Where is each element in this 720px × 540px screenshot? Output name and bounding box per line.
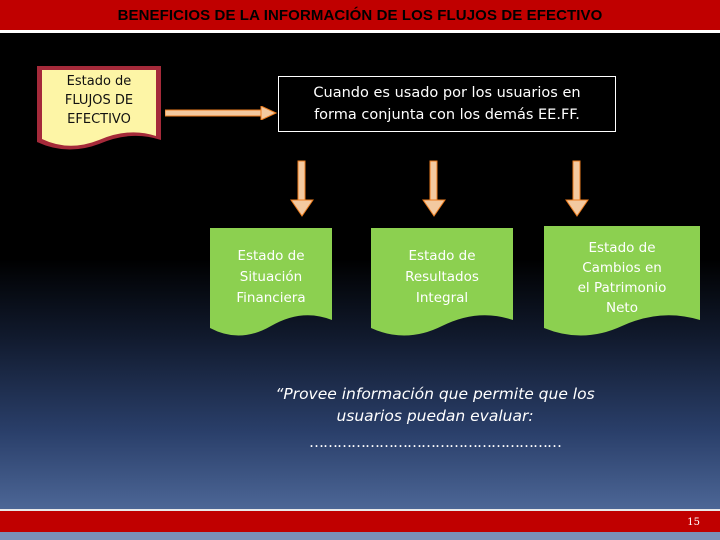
doc-line: Estado de: [66, 74, 132, 89]
doc-line: FLUJOS DE: [64, 93, 134, 108]
statement-line: Estado de: [237, 248, 305, 264]
page-title: BENEFICIOS DE LA INFORMACIÓN DE LOS FLUJOS DE EFECTIVO: [117, 6, 603, 24]
benefit-quote: [240, 383, 630, 427]
down-arrow: [290, 160, 314, 222]
statement-line: Resultados: [405, 269, 479, 285]
down-arrow: [422, 160, 446, 222]
title-bar: [0, 0, 720, 33]
callout-line: Cuando es usado por los usuarios en: [313, 85, 581, 101]
statement-line: Situación: [239, 269, 303, 285]
statement-line: Integral: [415, 290, 469, 306]
callout-line: forma conjunta con los demás EE.FF.: [314, 107, 580, 123]
statement-line: Estado de: [588, 240, 656, 256]
footer-band: [0, 509, 720, 533]
statement-line: Cambios en: [582, 260, 662, 276]
flujos-efectivo-document: [35, 64, 163, 156]
statement-resultados-integral: [371, 228, 513, 344]
doc-line: EFECTIVO: [67, 112, 131, 127]
statement-line: el Patrimonio: [577, 280, 667, 296]
statement-cambios-patrimonio: [544, 226, 700, 344]
statement-line: Neto: [606, 300, 638, 316]
usage-callout: [278, 76, 616, 132]
quote-dots: ………………………………………………: [309, 433, 561, 451]
down-arrow: [565, 160, 589, 222]
statement-situacion-financiera: [210, 228, 332, 344]
quote-line: usuarios puedan evaluar:: [336, 407, 534, 425]
statement-line: Financiera: [236, 290, 306, 306]
footer-strip: [0, 532, 720, 540]
statement-line: Estado de: [408, 248, 476, 264]
right-arrow: [165, 106, 277, 125]
page-number: 15: [687, 517, 700, 528]
quote-line: “Provee información que permite que los: [275, 385, 595, 403]
